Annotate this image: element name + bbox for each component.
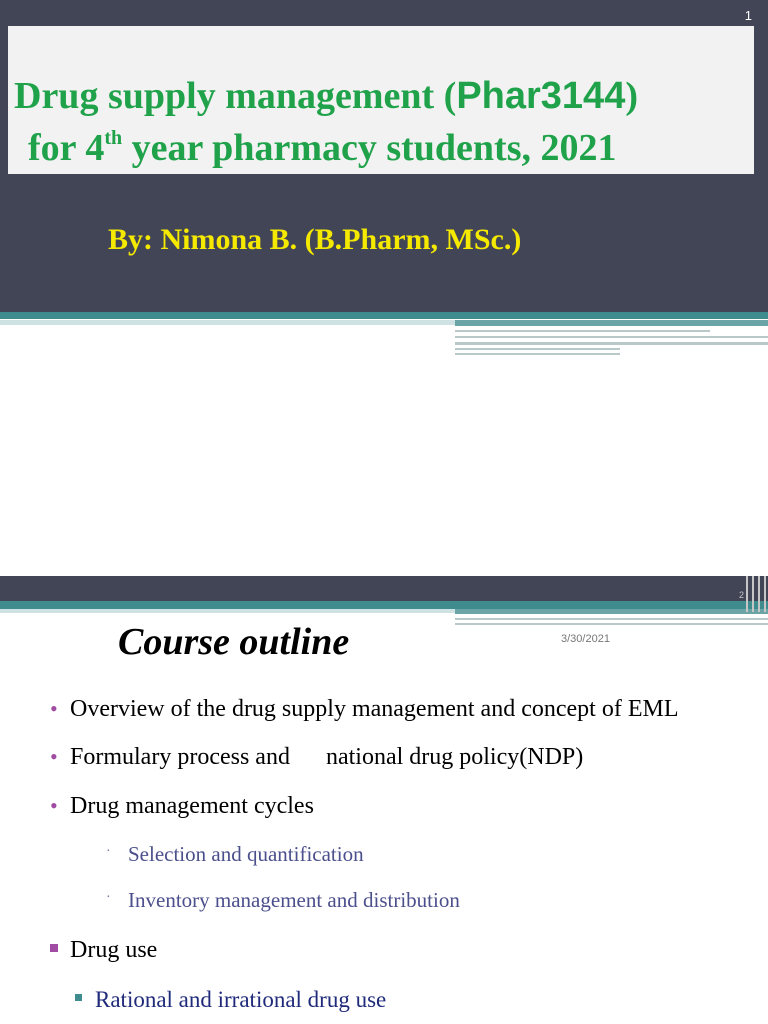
bullet-dot-icon: •: [50, 793, 58, 818]
slide-title: Course outline: [118, 621, 350, 663]
title-line-2: for 4th year pharmacy students, 2021: [28, 127, 617, 169]
decor-stripe: [455, 353, 620, 355]
outline-item: Drug use: [70, 937, 157, 964]
decor-stripe: [455, 348, 620, 350]
slide-date: 3/30/2021: [561, 633, 610, 645]
decor-line: [746, 576, 748, 612]
decor-stripe: [455, 336, 768, 338]
decor-stripe: [0, 312, 768, 319]
outline-item: • Overview of the drug supply management and concept of EML: [50, 696, 679, 722]
decor-stripe: [455, 623, 768, 625]
title-box: [8, 26, 754, 174]
course-outline-slide: [0, 576, 768, 1024]
decor-line: [764, 576, 766, 612]
outline-subitem: · Selection and quantification: [106, 842, 364, 866]
outline-item: • Drug management cycles: [50, 793, 314, 819]
decor-stripe: [0, 609, 455, 613]
outline-item: • Formulary process and national drug policy(NDP): [50, 744, 584, 770]
decor-stripe: [455, 320, 768, 326]
author-byline: By: Nimona B. (B.Pharm, MSc.): [108, 223, 522, 256]
outline-subitem: · Inventory management and distribution: [106, 888, 460, 912]
decor-stripe: [455, 609, 768, 614]
slide-number: 1: [744, 8, 752, 23]
decor-stripe: [0, 320, 455, 325]
bullet-dot-icon: •: [50, 744, 58, 769]
bullet-small-dot-icon: ·: [106, 890, 111, 905]
decor-stripe: [455, 330, 710, 332]
slide-number: 2: [738, 590, 744, 600]
title-line-1: Drug supply management (Phar3144): [14, 75, 638, 117]
bullet-dot-icon: •: [50, 696, 58, 721]
decor-stripe: [455, 618, 768, 620]
outline-dark-band: [0, 576, 768, 601]
outline-subitem: Rational and irrational drug use: [95, 987, 386, 1013]
decor-stripe: [455, 342, 768, 345]
bullet-small-dot-icon: ·: [106, 844, 111, 859]
decor-stripe: [0, 601, 768, 609]
decor-line: [752, 576, 754, 612]
bullet-square-icon: [75, 994, 82, 1001]
decor-line: [758, 576, 760, 612]
bullet-square-icon: [50, 944, 58, 952]
